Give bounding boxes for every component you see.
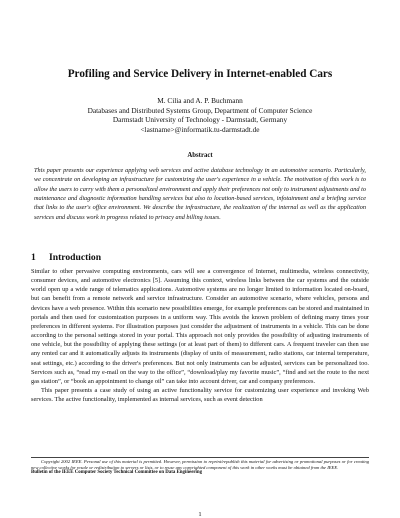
page-number: 1 bbox=[198, 511, 202, 518]
author-block bbox=[20, 96, 380, 134]
copyright-notice: Copyright 2002 IEEE. Personal use of this material is permitted. However, permission to reprint/republish this material for advertising or promotional purposes or for creating new collective works for resale or redistribution to servers or lists, or to reuse any copyrighted component of this work in other works must be obtained from the IEEE. bbox=[31, 459, 369, 470]
author-names: M. Cilia and A. P. Buchmann bbox=[157, 96, 243, 105]
bulletin-line: Bulletin of the IEEE Computer Society Technical Committee on Data Engineering bbox=[31, 470, 203, 476]
paragraph-2: This paper presents a case study of using an active functionality service for customizing user experience and invoking Web services. The active functionality, implemented as internal services, such as event detection bbox=[31, 387, 369, 404]
paper-title: Profiling and Service Delivery in Internet-enabled Cars bbox=[67, 68, 333, 80]
footnote-rule bbox=[31, 457, 369, 458]
affiliation-line-1: Databases and Distributed Systems Group, Department of Computer Science bbox=[87, 105, 313, 115]
introduction-body bbox=[31, 267, 369, 404]
author-email: <lastname>@informatik.tu-darmstadt.de bbox=[140, 124, 260, 134]
section-title: Introduction bbox=[49, 252, 102, 263]
paragraph-1: Similar to other pervasive computing environments, cars will see a convergence of Internet, multimedia, wireless connectivity, consumer devices, and automotive electronics [5]. Assuming this context, wireless links between the car systems and the outside world open up a wide range of telematics applications. Automotive systems are no longer limited to information located on-board, but can benefit from a remote network and service infrastructure. Consider an automotive scenario, where vehicles, persons and devices have a web presence. Within this scenario new possibilities emerge, for example preferences can be stored and maintained in portals and then used for customization purposes in a uniform way. This avoids the known problem of defining many times your preferences in different systems. For illustration purposes just consider the adjustment of instruments in a vehicle. This can be done according to the personal settings stored in your portal. This approach not only provides the possibility of adjusting instruments of one vehicle, but the possibility of applying these settings (or at least part of them) to different cars. A frequent traveler can then use any rented car and it automatically adjusts its instruments (display of units of measurement, radio stations, car internal temperature, seat settings, etc.) according to the driver's preferences. But not only instruments can be adjusted, services can be personalized too. Services such as, “read my e-mail on the way to the office”, “download/play my favorite music”, “find and set the route to the next gas station”, or “book an appointment to change oil” can take into account driver, car and company preferences. bbox=[31, 268, 369, 385]
section-heading bbox=[31, 252, 101, 263]
section-number: 1 bbox=[31, 252, 36, 263]
abstract-text: This paper presents our experience applying web services and active database technology in an automotive scenario. Particularly, we concentrate on developing an infrastructure for customizing the user's experience in a vehicle. The motivation of this work is to allow the users to carry with them a personalized environment and apply their preferences not only to instrument adjustments and to maintenance and diagnostic information handling services but also to location-based services, infotainment and a briefing service that links to the user's office environment. We describe the infrastructure, the realization of the internal as well as the application services and discuss work in progress related to privacy and billing issues. bbox=[34, 167, 366, 221]
abstract-heading: Abstract bbox=[187, 152, 213, 159]
footnote bbox=[31, 459, 369, 476]
affiliation-line-2: Darmstadt University of Technology - Darmstadt, Germany bbox=[112, 115, 288, 125]
